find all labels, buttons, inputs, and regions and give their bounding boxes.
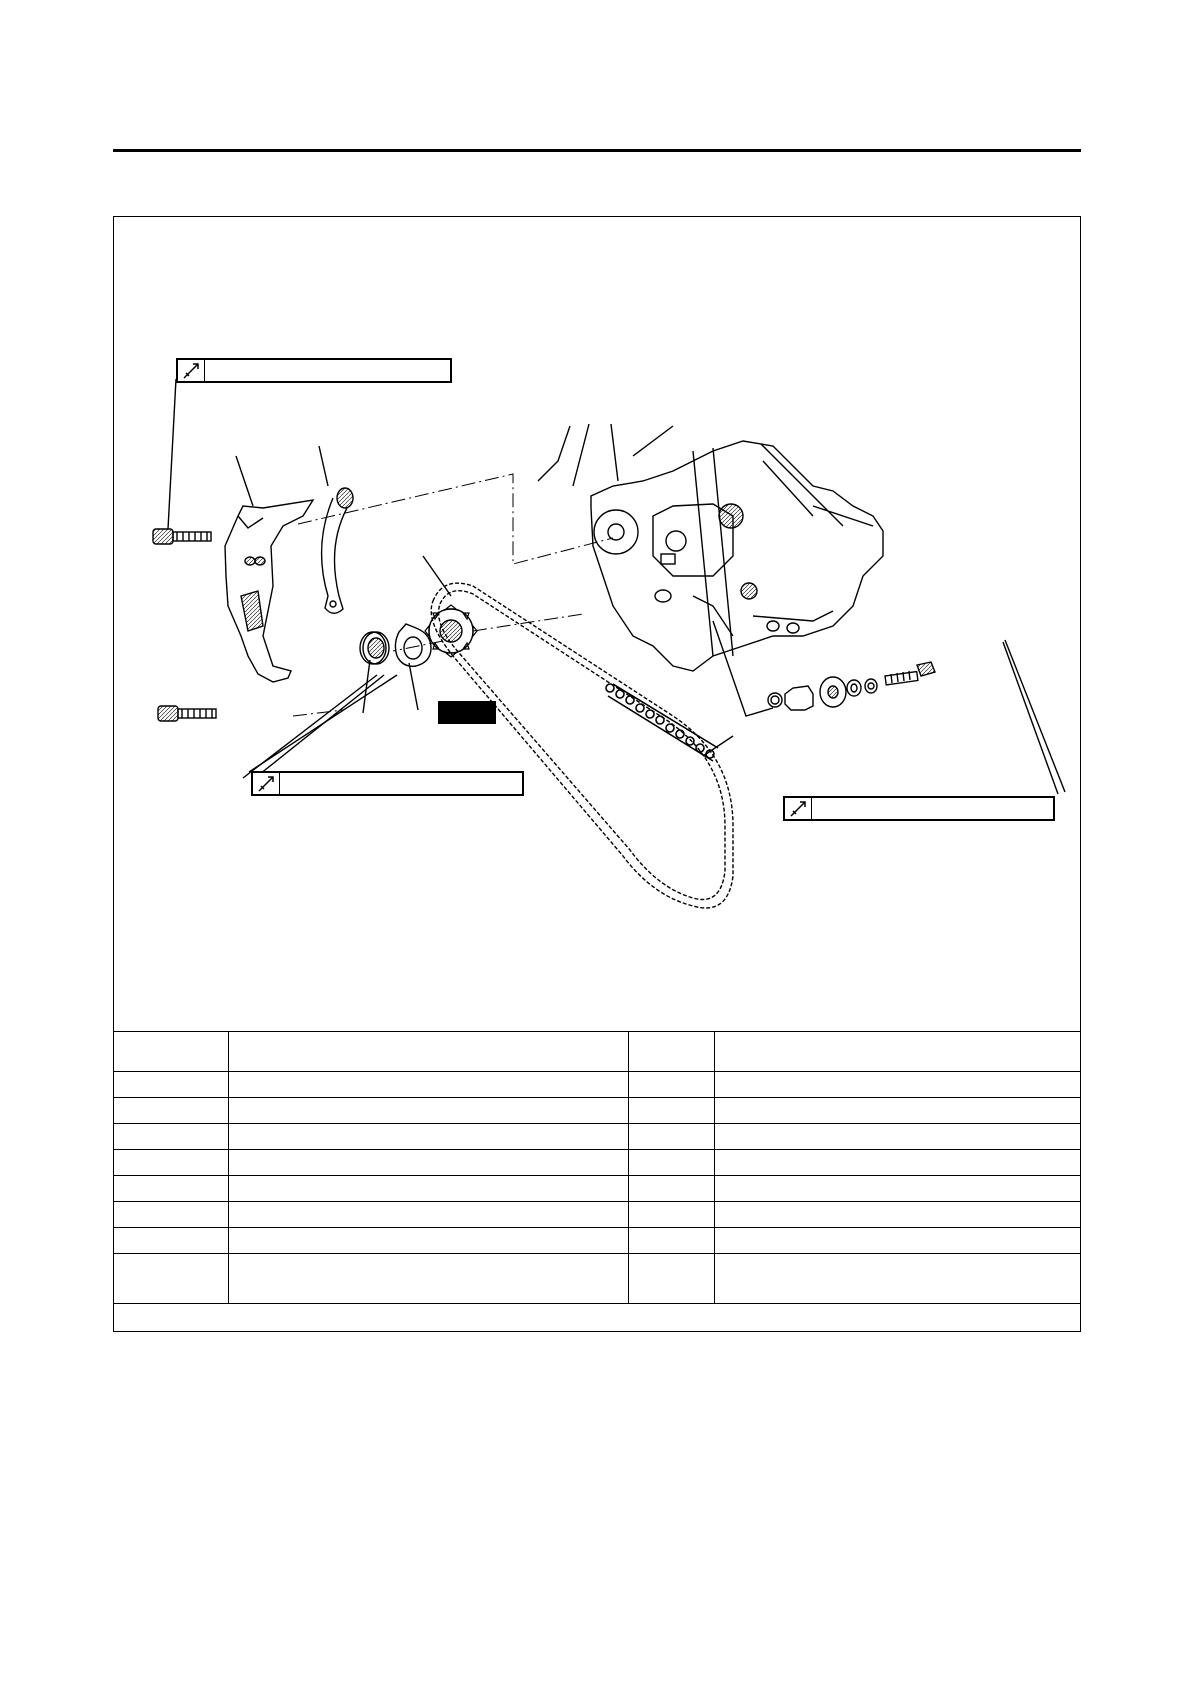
table-cell — [714, 1124, 1081, 1150]
table-cell — [628, 1150, 714, 1176]
table-cell — [714, 1072, 1081, 1098]
table-cell — [628, 1228, 714, 1254]
table-cell — [113, 1228, 228, 1254]
lt-badge — [438, 701, 496, 724]
exploded-view-illustration — [113, 216, 1081, 1031]
table-cell — [113, 1254, 228, 1304]
table-cell — [628, 1124, 714, 1150]
bolt-upper — [153, 529, 211, 544]
column-header — [714, 1032, 1081, 1072]
table-cell — [228, 1072, 628, 1098]
table-cell — [228, 1150, 628, 1176]
table-cell — [628, 1176, 714, 1202]
table-cell — [628, 1072, 714, 1098]
table-row — [113, 1150, 1081, 1176]
torque-spec-box-nut — [251, 771, 524, 796]
table-cell — [228, 1228, 628, 1254]
torque-value — [812, 798, 1053, 819]
nut — [360, 632, 389, 664]
table-header-row — [113, 1032, 1081, 1072]
table-cell — [228, 1124, 628, 1150]
column-header — [228, 1032, 628, 1072]
crankcase — [591, 441, 883, 671]
table-row — [113, 1072, 1081, 1098]
chain-guard — [225, 500, 313, 682]
torque-value — [280, 773, 522, 794]
table-cell — [714, 1150, 1081, 1176]
column-header — [113, 1032, 228, 1072]
table-cell — [228, 1176, 628, 1202]
table-cell — [714, 1228, 1081, 1254]
torque-spec-box-right — [783, 796, 1055, 821]
table-cell — [628, 1254, 714, 1304]
table-row — [113, 1176, 1081, 1202]
leader-line — [168, 379, 176, 529]
table-cell — [714, 1098, 1081, 1124]
table-cell — [113, 1150, 228, 1176]
table-cell — [228, 1254, 628, 1304]
table-row — [113, 1098, 1081, 1124]
torque-value — [205, 360, 450, 381]
table-cell — [113, 1202, 228, 1228]
table-row — [113, 1254, 1081, 1304]
table-cell — [228, 1202, 628, 1228]
table-cell — [113, 1176, 228, 1202]
torque-spec-box-upper — [176, 358, 452, 383]
table-cell — [113, 1072, 228, 1098]
table-row — [113, 1202, 1081, 1228]
torque-wrench-icon — [785, 798, 812, 819]
table-cell — [714, 1202, 1081, 1228]
holder-plate — [322, 488, 353, 613]
table-cell — [714, 1176, 1081, 1202]
header-rule — [113, 149, 1081, 152]
torque-wrench-icon — [253, 773, 280, 794]
drive-sprocket — [425, 605, 477, 657]
table-row — [113, 1228, 1081, 1254]
table-cell — [228, 1098, 628, 1124]
table-cell — [113, 1124, 228, 1150]
collar-stack — [768, 662, 935, 710]
table-cell — [714, 1254, 1081, 1304]
table-cell — [113, 1098, 228, 1124]
parts-table — [113, 1031, 1081, 1304]
table-cell — [628, 1098, 714, 1124]
table-cell — [628, 1202, 714, 1228]
bolt-lower — [158, 706, 216, 721]
table-row — [113, 1124, 1081, 1150]
torque-wrench-icon — [178, 360, 205, 381]
column-header — [628, 1032, 714, 1072]
